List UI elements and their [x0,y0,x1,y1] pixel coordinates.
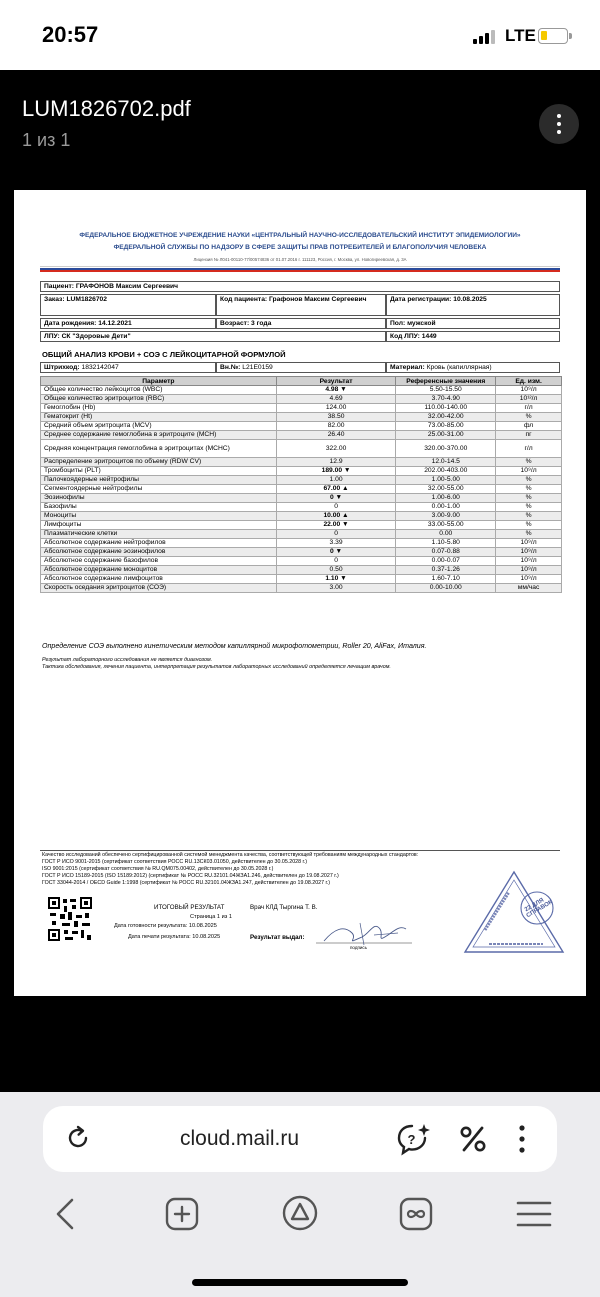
page-count: 1 из 1 [22,130,71,150]
back-icon[interactable] [50,1196,80,1232]
battery-icon [538,28,568,44]
result-parameter: Моноциты [41,512,277,521]
result-parameter: Плазматические клетки [41,530,277,539]
result-parameter: Средняя концентрация гемоглобина в эритроцитах (MCHC) [41,440,277,458]
result-parameter: Палочкоядерные нейтрофилы [41,476,277,485]
result-reference: 320.00-370.00 [396,440,496,458]
results-header [41,377,562,386]
home-indicator[interactable] [192,1279,408,1286]
disclaimer-1: Результат лабораторного исследования не является диагнозом. [42,657,213,663]
result-unit: % [496,530,562,539]
result-parameter: Гемоглобин (Hb) [41,404,277,413]
result-parameter: Эозинофилы [41,494,277,503]
result-parameter: Средний объем эритроцита (MCV) [41,422,277,431]
results-table [40,376,562,593]
result-value: 0 ▼ [276,494,396,503]
result-unit: % [496,458,562,467]
result-reference: 0.00-0.07 [396,557,496,566]
table-row [41,485,562,494]
material-field: Материал: Кровь (капиллярная) [386,362,560,373]
result-parameter: Скорость оседания эритроцитов (СОЭ) [41,584,277,593]
patient-name: Пациент: ГРАФОНОВ Максим Сергеевич [40,281,560,292]
order-field: Заказ: LUM1826702 [40,294,216,316]
flag-stripe [40,266,560,272]
result-parameter: Абсолютное содержание моноцитов [41,566,277,575]
tabs-icon[interactable] [398,1196,434,1232]
page-info: Страница 1 из 1 [190,914,232,920]
result-reference: 1.60-7.10 [396,575,496,584]
result-reference: 110.00-140.00 [396,404,496,413]
result-unit: 10⁹/л [496,557,562,566]
license-line: Лицензия № Л041-00110-77/00574836 от 01.07.2016 г. 111123, Россия, г. Москва, ул. Новогиреевская, д. 3А [193,257,407,262]
result-reference: 0.00-1.00 [396,503,496,512]
table-row [41,512,562,521]
result-value: 1.10 ▼ [276,575,396,584]
table-row [41,503,562,512]
table-row [41,566,562,575]
result-value: 22.00 ▼ [276,521,396,530]
result-reference: 3.70-4.90 [396,395,496,404]
table-row [41,584,562,593]
result-reference: 202.00-403.00 [396,467,496,476]
result-unit: % [496,476,562,485]
table-row [41,575,562,584]
result-reference: 0.00-10.00 [396,584,496,593]
result-parameter: Абсолютное содержание нейтрофилов [41,539,277,548]
result-unit: % [496,413,562,422]
qr-code-icon [48,897,92,941]
result-value: 26.40 [276,431,396,440]
result-value: 67.00 ▲ [276,485,396,494]
viewer-header [0,70,600,190]
result-parameter: Распределение эритроцитов по объему (RDW CV) [41,458,277,467]
file-name: LUM1826702.pdf [22,96,191,121]
url-text[interactable]: cloud.mail.ru [180,1127,300,1150]
result-unit: 10⁹/л [496,539,562,548]
browser-menu-icon[interactable] [515,1124,529,1154]
lpu-code-field: Код ЛПУ: 1449 [386,331,560,342]
birth-date: Дата рождения: 14.12.2021 [40,318,216,329]
result-reference: 1.00-6.00 [396,494,496,503]
assistant-icon[interactable] [396,1122,432,1156]
header-result: Результат [276,377,396,386]
result-unit: пг [496,431,562,440]
result-value: 82.00 [276,422,396,431]
table-row [41,386,562,395]
inner-number-field: Вн.№: L21E0159 [216,362,386,373]
result-parameter: Сегментоядерные нейтрофилы [41,485,277,494]
result-unit: 10¹²/л [496,395,562,404]
result-value: 12.9 [276,458,396,467]
result-unit: 10⁹/л [496,386,562,395]
result-value: 0 [276,503,396,512]
result-unit: 10⁹/л [496,566,562,575]
stamp-text: 22 ДЛЯ СПРАВОК [523,897,554,920]
table-row [41,440,562,458]
assistant-home-icon[interactable] [281,1194,319,1232]
table-row [41,539,562,548]
result-value: 189.00 ▼ [276,467,396,476]
result-parameter: Тромбоциты (PLT) [41,467,277,476]
org-title-line2: ФЕДЕРАЛЬНОЙ СЛУЖБЫ ПО НАДЗОРУ В СФЕРЕ ЗАЩИТЫ ПРАВ ПОТРЕБИТЕЛЕЙ И БЛАГОПОЛУЧИЯ ЧЕЛОВЕКА [113,244,487,251]
qc-line: ГОСТ Р ИСО 9001-2015 (сертификат соответствия РОСС RU.13СК03.01050, действителен до 30.05.2028 г.) [42,859,308,865]
result-unit: 10⁹/л [496,575,562,584]
barcode-field: Штрихкод: 1832142047 [40,362,216,373]
issued-label: Результат выдал: [250,934,305,941]
result-reference: 32.00-55.00 [396,485,496,494]
table-row [41,530,562,539]
result-unit: % [496,503,562,512]
new-tab-icon[interactable] [164,1196,200,1232]
final-result-label: ИТОГОВЫЙ РЕЗУЛЬТАТ [154,904,225,911]
qc-line: ГОСТ 33044-2014 / OECD Guide 1:1998 (сертификат № РОСС RU.32101.04ЖЗА1.247, действителен до 19.08.2027 г.) [42,880,331,886]
result-unit: г/л [496,404,562,413]
result-parameter: Гематокрит (Ht) [41,413,277,422]
network-type: LTE [505,26,536,45]
result-reference: 33.00-55.00 [396,521,496,530]
table-row [41,395,562,404]
more-options-button[interactable] [539,104,579,144]
svg-text:?: ? [407,1132,416,1147]
result-parameter: Абсолютное содержание эозинофилов [41,548,277,557]
qc-line: ГОСТ Р ИСО 15189-2015 (ISO 15189:2012) (сертификат № РОСС RU.32101.04ЖЗА1.246, действителен до 19.08.2027 г.) [42,873,339,879]
result-value: 0 ▼ [276,548,396,557]
result-unit: мм/час [496,584,562,593]
result-value: 4.98 ▼ [276,386,396,395]
result-value: 0.50 [276,566,396,575]
header-parameter: Параметр [41,377,277,386]
result-unit: 10⁹/л [496,467,562,476]
table-row [41,422,562,431]
disclaimer-2: Тактика обследования, лечения пациента, интерпретация результатов лабораторных исследований определяется лечащим врачом. [42,664,391,670]
result-parameter: Общее количество эритроцитов (RBC) [41,395,277,404]
result-reference: 0.07-0.88 [396,548,496,557]
qc-line: ISO 9001:2015 (сертификат соответствия № RU.QM075.00402, действителен до 30.05.2028 г.) [42,866,274,872]
status-time: 20:57 [42,22,99,47]
table-row [41,476,562,485]
registration-date: Дата регистрации: 10.08.2025 [386,294,560,316]
result-reference: 73.00-85.00 [396,422,496,431]
result-reference: 5.50-15.50 [396,386,496,395]
reload-icon[interactable] [64,1124,92,1152]
result-reference: 25.00-31.00 [396,431,496,440]
table-row [41,494,562,503]
result-value: 124.00 [276,404,396,413]
result-unit: % [496,521,562,530]
result-value: 3.00 [276,584,396,593]
ready-date: Дата готовности результата: 10.08.2025 [114,923,217,929]
table-row [41,548,562,557]
table-row [41,521,562,530]
result-unit: фл [496,422,562,431]
result-unit: % [496,485,562,494]
result-parameter: Абсолютное содержание базофилов [41,557,277,566]
doctor-name: Врач КЛД Тыргина Т. В. [250,904,318,911]
result-value: 0 [276,530,396,539]
result-unit: % [496,494,562,503]
analysis-title: ОБЩИЙ АНАЛИЗ КРОВИ + СОЭ С ЛЕЙКОЦИТАРНОЙ ФОРМУЛОЙ [42,350,286,359]
result-value: 322.00 [276,440,396,458]
org-title-line1: ФЕДЕРАЛЬНОЕ БЮДЖЕТНОЕ УЧРЕЖДЕНИЕ НАУКИ «ЦЕНТРАЛЬНЫЙ НАУЧНО-ИССЛЕДОВАТЕЛЬСКИЙ ИНСТИТУТ ЭПИДЕМИОЛОГИИ» [79,232,521,239]
result-reference: 32.00-42.00 [396,413,496,422]
result-value: 38.50 [276,413,396,422]
header-reference: Референсные значения [396,377,496,386]
result-reference: 0.00 [396,530,496,539]
patient-code: Код пациента: Графонов Максим Сергеевич [216,294,386,316]
sex-field: Пол: мужской [386,318,560,329]
table-row [41,404,562,413]
result-value: 4.69 [276,395,396,404]
result-parameter: Среднее содержание гемоглобина в эритроците (MCH) [41,431,277,440]
result-reference: 0.37-1.26 [396,566,496,575]
result-parameter: Лимфоциты [41,521,277,530]
header-unit: Ед. изм. [496,377,562,386]
table-row [41,413,562,422]
qc-line: Качество исследований обеспечено сертифицированной системой менеджмента качества, соответствующей требованиям международных стандартов: [42,852,419,858]
status-bar [0,0,600,70]
result-reference: 12.0-14.5 [396,458,496,467]
result-value: 3.39 [276,539,396,548]
hamburger-menu-icon[interactable] [516,1200,552,1228]
result-reference: 1.00-5.00 [396,476,496,485]
table-row [41,458,562,467]
method-note: Определение СОЭ выполнено кинетическим методом капиллярной микрофотометрии, Roller 20, AliFax, Италия. [42,642,427,650]
discount-icon[interactable] [458,1124,488,1154]
table-row [41,431,562,440]
age-field: Возраст: 3 года [216,318,386,329]
signature-caption: подпись [350,945,368,950]
lpu-field: ЛПУ: СК "Здоровые Дети" [40,331,386,342]
table-row [41,557,562,566]
result-unit: 10⁹/л [496,548,562,557]
signal-icon [473,30,497,44]
document-page [14,190,586,996]
result-unit: г/л [496,440,562,458]
result-value: 10.00 ▲ [276,512,396,521]
result-value: 1.00 [276,476,396,485]
result-unit: % [496,512,562,521]
stamp-icon [459,868,569,958]
result-parameter: Общее количество лейкоцитов (WBC) [41,386,277,395]
table-row [41,467,562,476]
divider [40,850,560,851]
result-reference: 1.10-5.80 [396,539,496,548]
result-parameter: Базофилы [41,503,277,512]
result-parameter: Абсолютное содержание лимфоцитов [41,575,277,584]
print-date: Дата печати результата: 10.08.2025 [128,934,221,940]
result-reference: 3.00-9.00 [396,512,496,521]
result-value: 0 [276,557,396,566]
